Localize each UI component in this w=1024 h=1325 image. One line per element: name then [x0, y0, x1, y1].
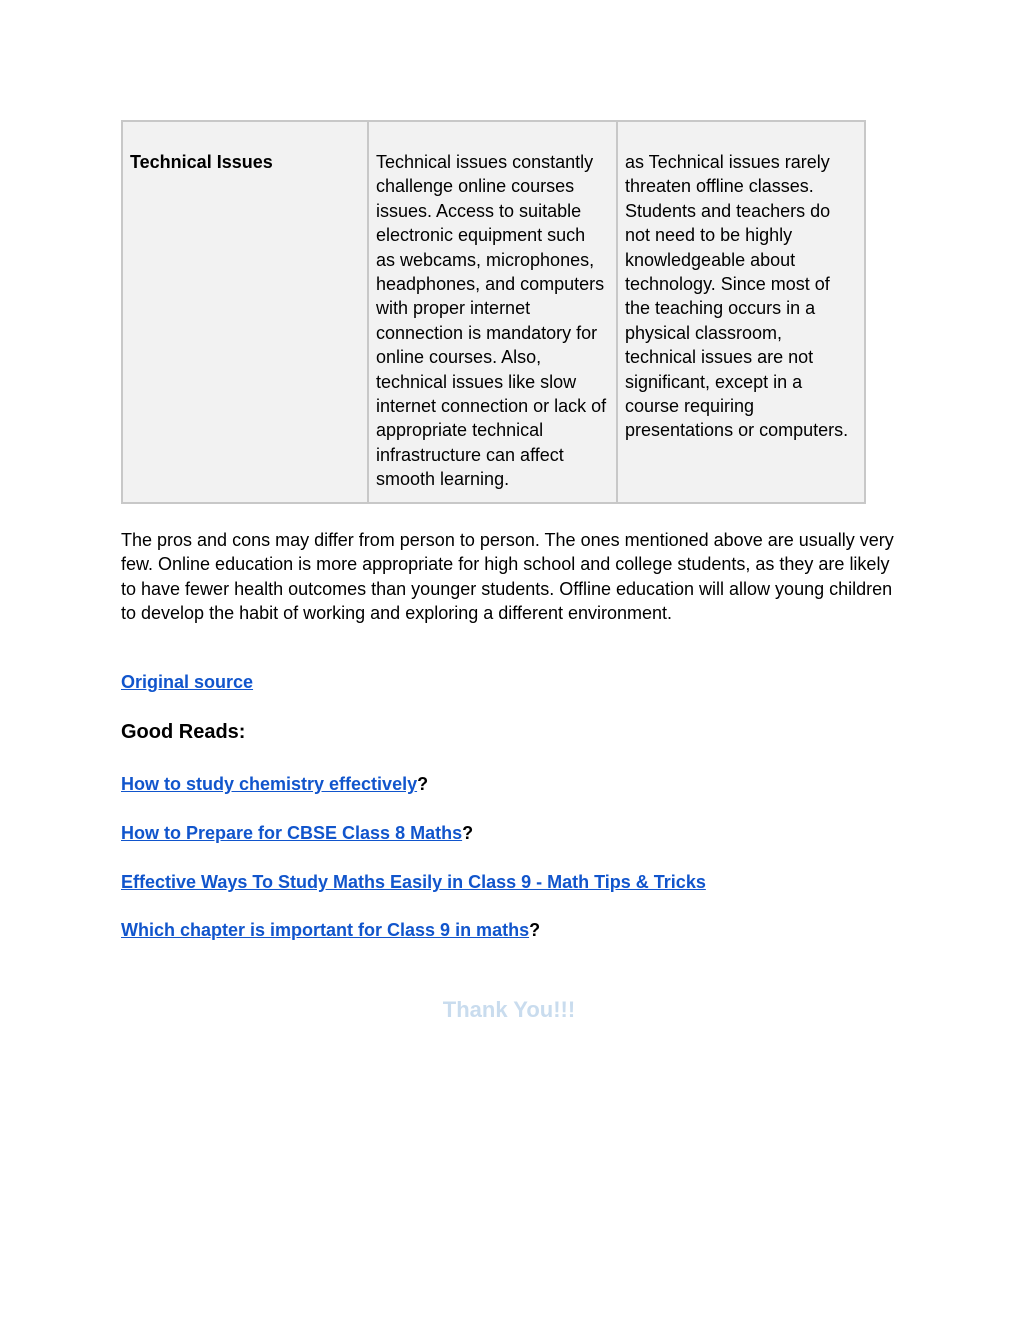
offline-description-cell: as Technical issues rarely threaten offline classes. Students and teachers do not need to be highly knowledgeable about technology. Since most of the teaching occurs in a physical classroom, technical issues are not significant, except in a course requiring presentations or computers. [617, 121, 865, 503]
good-read-item [121, 870, 706, 894]
good-reads-heading: Good Reads: [121, 721, 246, 743]
good-read-link-chemistry[interactable]: How to study chemistry effectively [121, 774, 418, 794]
link-suffix: ? [417, 774, 429, 794]
good-read-link-class9-tips[interactable]: Effective Ways To Study Maths Easily in Class 9 - Math Tips & Tricks [121, 872, 706, 892]
summary-paragraph: The pros and cons may differ from person to person. The ones mentioned above are usually very few. Online education is more appropriate for high school and college students, as they are likely to have fewer health outcomes than younger students. Offline education will allow young children to develop the habit of working and exploring a different environment. [121, 529, 894, 623]
source-link-line [121, 670, 253, 694]
good-read-link-class9-chapter[interactable]: Which chapter is important for Class 9 in maths [121, 920, 530, 940]
link-suffix: ? [462, 823, 474, 843]
original-source-link[interactable]: Original source [121, 672, 254, 692]
document-page [121, 120, 906, 1022]
table-row [122, 121, 865, 503]
comparison-table [121, 120, 866, 504]
good-read-item [121, 821, 473, 845]
online-description-cell: Technical issues constantly challenge online courses issues. Access to suitable electronic equipment such as webcams, microphones, headphones, and computers with proper internet connection is mandatory for online courses. Also, technical issues like slow internet connection or lack of appropriate technical infrastructure can affect smooth learning. [368, 121, 617, 503]
good-read-item [121, 918, 540, 942]
link-suffix: ? [529, 920, 541, 940]
row-title-cell: Technical Issues [122, 121, 368, 503]
good-read-link-cbse-class8[interactable]: How to Prepare for CBSE Class 8 Maths [121, 823, 463, 843]
good-read-item [121, 772, 428, 796]
closing-text: Thank You!!! [442, 997, 576, 1022]
